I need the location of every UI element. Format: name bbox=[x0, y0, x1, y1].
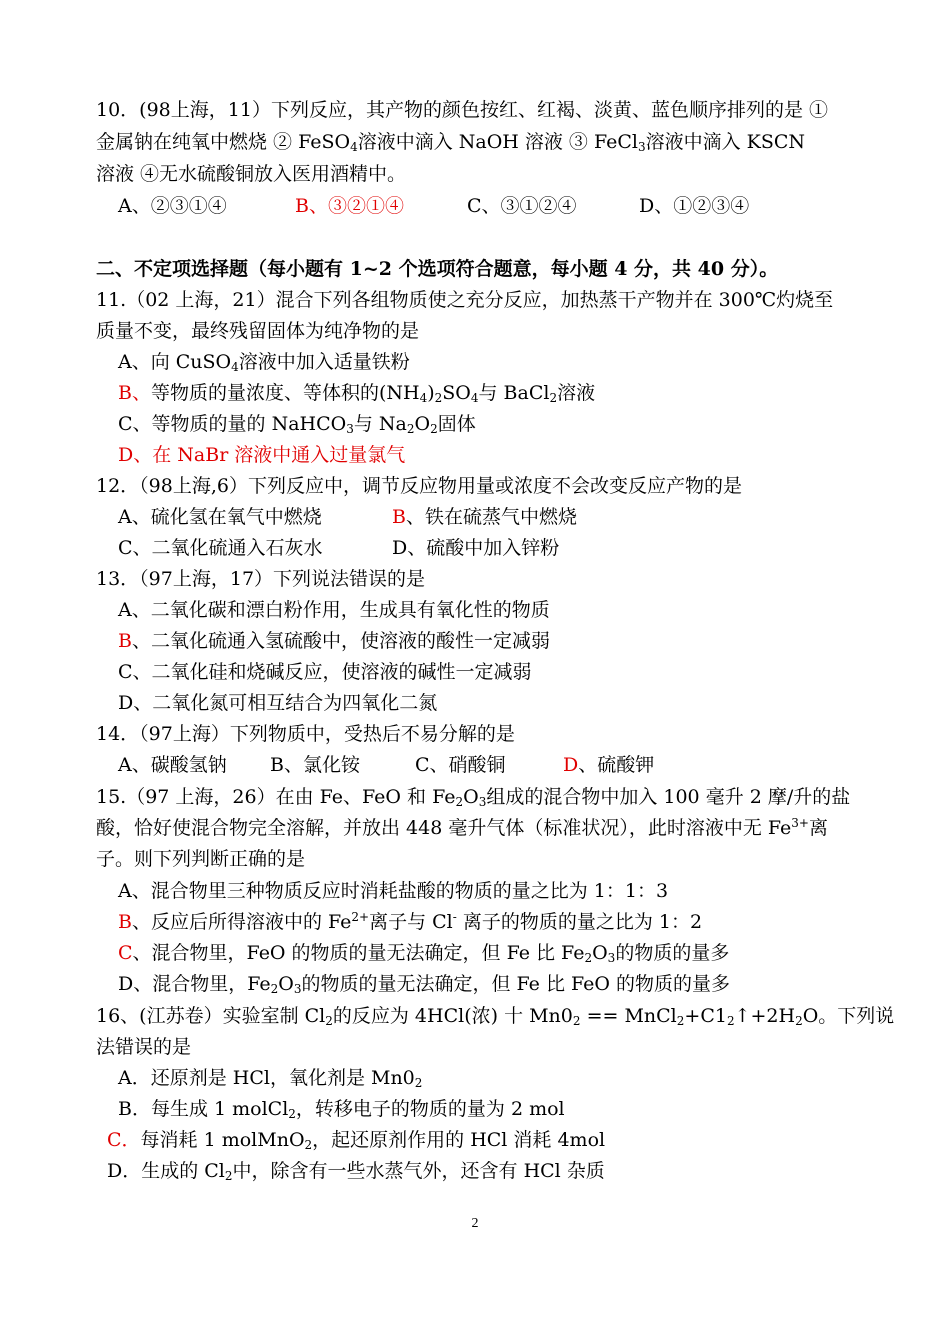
q13-option-d: D、二氧化氮可相互结合为四氧化二氮 bbox=[118, 692, 438, 714]
q11-line-2: 质量不变，最终残留固体为纯净物的是 bbox=[96, 320, 420, 342]
q12-line-1: 12．（98上海,6）下列反应中，调节反应物用量或浓度不会改变反应产物的是 bbox=[96, 475, 742, 497]
q12-options-row-2 bbox=[118, 536, 818, 560]
q10-option-d: D、①②③④ bbox=[639, 195, 750, 217]
q10-option-a: A、②③①④ bbox=[118, 195, 227, 217]
q10-option-b: B、③②①④ bbox=[295, 195, 404, 217]
q16-line-2: 法错误的是 bbox=[96, 1036, 192, 1058]
q15-line-2: 酸，恰好使混合物完全溶解，并放出 448 毫升气体（标准状况），此时溶液中无 $Fe^{3+}$离 bbox=[96, 816, 828, 839]
q12-options-row-1 bbox=[118, 505, 818, 529]
q16-option-a: A．还原剂是 HCl，氧化剂是 $Mn0_2$ bbox=[118, 1067, 423, 1090]
q12-option-d: D、硫酸中加入锌粉 bbox=[392, 537, 560, 559]
q11-option-c: C、等物质的量的 NaHCO$_3$与 $Na_2O_2$固体 bbox=[118, 413, 476, 436]
q15-option-b: B、反应后所得溶液中的 $Fe^{2+}$离子与 Cl- 离子的物质的量之比为 1：2 bbox=[118, 910, 703, 933]
section-2-heading: 二、不定项选择题（每小题有 1~2 个选项符合题意，每小题 4 分，共 40 分）。 bbox=[96, 258, 779, 280]
q13-option-a: A、二氧化碳和漂白粉作用，生成具有氧化性的物质 bbox=[118, 599, 550, 621]
q16-option-b: B．每生成 1 molCl$_2$，转移电子的物质的量为 2 mol bbox=[118, 1098, 565, 1121]
q10-option-c: C、③①②④ bbox=[467, 195, 577, 217]
q16-option-c: C．每消耗 1 molMnO$_2$，起还原剂作用的 HCl 消耗 4mol bbox=[107, 1129, 606, 1152]
q10-line-3: 溶液 ④无水硫酸铜放入医用酒精中。 bbox=[96, 163, 407, 185]
q15-option-a: A、混合物里三种物质反应时消耗盐酸的物质的量之比为 1：1：3 bbox=[118, 880, 669, 902]
q11-option-b: B、等物质的量浓度、等体积的$(NH_4)_2SO_4$与 BaCl$_2$溶液 bbox=[118, 382, 596, 405]
q10-options bbox=[118, 194, 818, 218]
q12-option-a: A、硫化氢在氧气中燃烧 bbox=[118, 506, 322, 528]
q16-option-d: D．生成的 $Cl_2$中，除含有一些水蒸气外，还含有 HCl 杂质 bbox=[107, 1160, 605, 1183]
q14-line-1: 14．（97上海）下列物质中，受热后不易分解的是 bbox=[96, 723, 515, 745]
page-number: 2 bbox=[471, 1216, 479, 1231]
q11-line-1: 11.（02 上海，21）混合下列各组物质使之充分反应，加热蒸干产物并在 300℃灼烧至 bbox=[96, 289, 834, 311]
q14-option-d: D、硫酸钾 bbox=[563, 754, 655, 776]
q14-option-a: A、碳酸氢钠 bbox=[118, 754, 227, 776]
q12-option-c: C、二氧化硫通入石灰水 bbox=[118, 537, 323, 559]
q13-line-1: 13．（97上海，17）下列说法错误的是 bbox=[96, 568, 426, 590]
q15-option-c: C、混合物里，FeO 的物质的量无法确定，但 Fe 比 $Fe_2O_3$的物质的量多 bbox=[118, 942, 730, 965]
q14-option-c: C、硝酸铜 bbox=[415, 754, 506, 776]
q10-line-2: 金属钠在纯氧中燃烧 ② FeSO$_4$溶液中滴入 NaOH 溶液 ③ FeCl$_3$溶液中滴入 KSCN bbox=[96, 131, 806, 154]
q14-option-b: B、氯化铵 bbox=[270, 754, 360, 776]
q12-option-b: B、铁在硫蒸气中燃烧 bbox=[392, 506, 577, 528]
q11-option-a: A、向 CuSO$_4$溶液中加入适量铁粉 bbox=[118, 351, 410, 374]
q14-options bbox=[118, 753, 818, 777]
q13-option-c: C、二氧化硅和烧碱反应，使溶液的碱性一定减弱 bbox=[118, 661, 532, 683]
q15-option-d: D、混合物里，$Fe_2O_3$的物质的量无法确定，但 Fe 比 FeO 的物质的量多 bbox=[118, 973, 730, 996]
q15-line-1: 15.（97 上海，26）在由 Fe、FeO 和 $Fe_2O_3$组成的混合物中加入 100 毫升 2 摩/升的盐 bbox=[96, 786, 851, 809]
q13-option-b: B、二氧化硫通入氢硫酸中，使溶液的酸性一定减弱 bbox=[118, 630, 550, 652]
q16-line-1: 16、(江苏卷）实验室制 $Cl_2$的反应为 4HCl(浓) 十 $Mn0_2$ == $MnCl_2+C1_2↑+2H_2O$。下列说 bbox=[96, 1005, 895, 1028]
q11-option-d: D、在 NaBr 溶液中通入过量氯气 bbox=[118, 444, 406, 466]
q15-line-3: 子。则下列判断正确的是 bbox=[96, 848, 306, 870]
q10-line-1: 10．(98上海，11）下列反应，其产物的颜色按红、红褐、淡黄、蓝色顺序排列的是 ① bbox=[96, 99, 828, 121]
